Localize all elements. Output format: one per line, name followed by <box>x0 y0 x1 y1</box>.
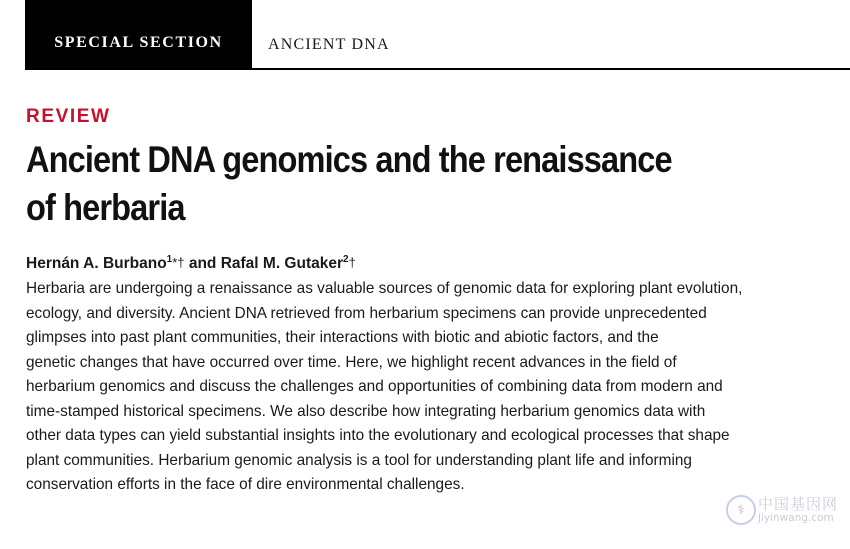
abstract-line: herbarium genomics and discuss the challenges and opportunities of combining data from modern and <box>26 378 723 395</box>
section-label: SPECIAL SECTION <box>54 33 223 51</box>
watermark-site-name: 中国基因网 <box>758 495 839 513</box>
article-kicker: REVIEW <box>26 106 111 127</box>
author-name[interactable]: Hernán A. Burbano <box>26 255 167 272</box>
title-line-2: of herbaria <box>26 187 185 228</box>
author-affiliation: 2 <box>343 254 349 265</box>
dna-helix-icon: ⚕ <box>726 495 756 525</box>
abstract <box>26 277 823 498</box>
special-section-badge <box>25 0 252 69</box>
title-line-1: Ancient DNA genomics and the renaissance <box>26 139 672 180</box>
abstract-line: other data types can yield substantial insights into the evolutionary and ecological processes that shape <box>26 427 730 444</box>
section-topic: ANCIENT DNA <box>268 36 390 53</box>
section-header <box>25 0 850 69</box>
abstract-line: glimpses into past plant communities, their interactions with biotic and abiotic factors, and the <box>26 329 659 346</box>
abstract-line: ecology, and diversity. Ancient DNA retrieved from herbarium specimens can provide unprecedented <box>26 304 707 322</box>
author-joiner: and <box>184 255 221 272</box>
author-marks: *† <box>172 255 185 270</box>
site-watermark <box>726 493 838 527</box>
abstract-line: plant communities. Herbarium genomic analysis is a tool for understanding plant life and informing <box>26 451 692 469</box>
author-affiliation: 1 <box>166 254 173 265</box>
abstract-line: genetic changes that have occurred over time. Here, we highlight recent advances in the field of <box>26 353 677 371</box>
author-name[interactable]: Rafal M. Gutaker <box>220 255 344 272</box>
author-marks: † <box>348 255 356 270</box>
author-list <box>26 254 356 273</box>
watermark-url: jiyinwang.com <box>758 512 834 524</box>
abstract-line: conservation efforts in the face of dire environmental challenges. <box>26 476 465 493</box>
abstract-line: Herbaria are undergoing a renaissance as valuable sources of genomic data for exploring plant evolution, <box>26 280 743 297</box>
header-rule <box>25 68 850 70</box>
abstract-line: time-stamped historical specimens. We also describe how integrating herbarium genomics data with <box>26 402 706 420</box>
article-title <box>26 136 730 232</box>
